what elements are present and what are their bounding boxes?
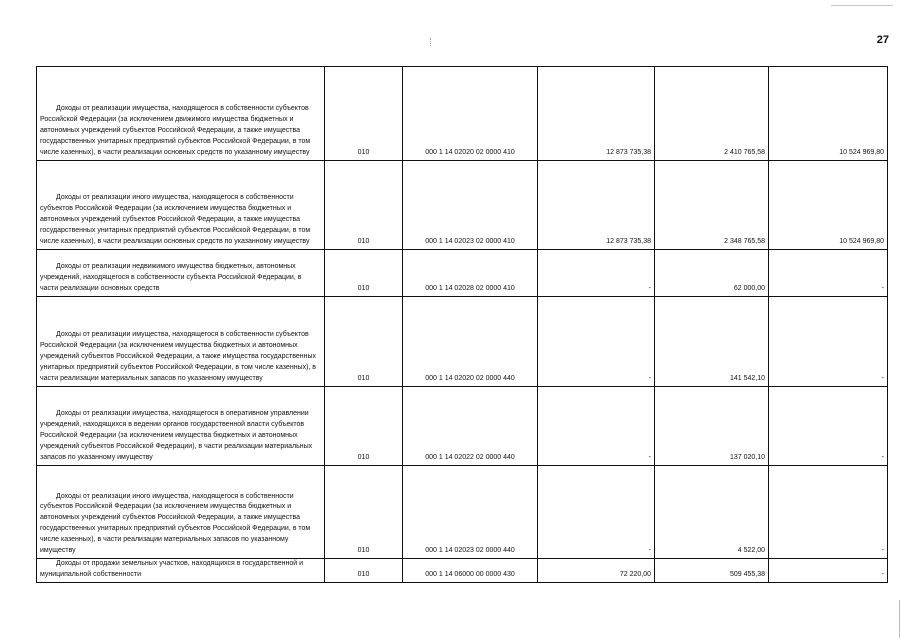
line-code-cell: 010 bbox=[325, 387, 403, 466]
income-description: Доходы от реализации имущества, находящегося в оперативном управлении учреждений, находящихся в ведении органов государственной власти субъектов Российской Федерации (за исключением имущества бюджетных и автономных учреждений субъектов Российской Федерации), в части реализации материальных запасов по указанному имуществу bbox=[40, 410, 313, 462]
unexecuted-amount-cell: - bbox=[769, 466, 888, 559]
approved-amount-cell: - bbox=[538, 466, 655, 559]
executed-amount-cell: 2 348 765,58 bbox=[655, 161, 769, 250]
income-description: Доходы от реализации имущества, находящегося в собственности субъектов Российской Федерации (за исключением имущества бюджетных и автономных учреждений субъектов Российской Федерации, а также имущества государственных унитарных предприятий субъектов Российской Федерации, в том числе казенных), в части реализации материальных запасов по указанному имуществу bbox=[40, 331, 317, 383]
approved-amount-cell: 12 873 735,38 bbox=[538, 161, 655, 250]
scan-artifact-edge bbox=[899, 600, 901, 638]
budget-classification-code-cell: 000 1 14 02023 02 0000 410 bbox=[403, 161, 538, 250]
unexecuted-amount-cell: - bbox=[769, 387, 888, 466]
line-code-cell: 010 bbox=[325, 250, 403, 297]
income-description-cell bbox=[37, 559, 325, 583]
table-row bbox=[37, 161, 888, 250]
table-row bbox=[37, 559, 888, 583]
income-report-table bbox=[36, 66, 888, 583]
budget-classification-code-cell: 000 1 14 02022 02 0000 440 bbox=[403, 387, 538, 466]
table-row bbox=[37, 67, 888, 161]
approved-amount-cell: - bbox=[538, 250, 655, 297]
table-row bbox=[37, 387, 888, 466]
approved-amount-cell: - bbox=[538, 387, 655, 466]
scan-artifact-line bbox=[831, 5, 893, 7]
income-description-cell bbox=[37, 466, 325, 559]
line-code-cell: 010 bbox=[325, 466, 403, 559]
executed-amount-cell: 137 020,10 bbox=[655, 387, 769, 466]
income-description-cell bbox=[37, 297, 325, 387]
income-description-cell bbox=[37, 161, 325, 250]
income-description: Доходы от реализации недвижимого имущества бюджетных, автономных учреждений, находящегося в собственности субъекта Российской Федерации, в части реализации основных средств bbox=[40, 263, 302, 293]
line-code-cell: 010 bbox=[325, 67, 403, 161]
unexecuted-amount-cell: - bbox=[769, 559, 888, 583]
income-description: Доходы от реализации иного имущества, находящегося в собственности субъектов Российской Федерации (за исключением имущества бюджетных и автономных учреждений субъектов Российской Федерации, а также имущества государственных унитарных предприятий субъектов Российской Федерации, в том числе казенных), в части реализации материальных запасов по указанному имуществу bbox=[40, 492, 311, 555]
approved-amount-cell: 72 220,00 bbox=[538, 559, 655, 583]
income-description-cell bbox=[37, 387, 325, 466]
budget-classification-code-cell: 000 1 14 02020 02 0000 410 bbox=[403, 67, 538, 161]
executed-amount-cell: 4 522,00 bbox=[655, 466, 769, 559]
unexecuted-amount-cell: - bbox=[769, 250, 888, 297]
page-number: 27 bbox=[876, 34, 889, 46]
budget-classification-code-cell: 000 1 14 02020 02 0000 440 bbox=[403, 297, 538, 387]
income-description: Доходы от продажи земельных участков, находящихся в государственной и муниципальной собственности bbox=[40, 560, 303, 578]
unexecuted-amount-cell: 10 524 969,80 bbox=[769, 161, 888, 250]
line-code-cell: 010 bbox=[325, 559, 403, 583]
income-description-cell bbox=[37, 250, 325, 297]
table-row bbox=[37, 250, 888, 297]
budget-classification-code-cell: 000 1 14 06000 00 0000 430 bbox=[403, 559, 538, 583]
unexecuted-amount-cell: 10 524 969,80 bbox=[769, 67, 888, 161]
executed-amount-cell: 509 455,38 bbox=[655, 559, 769, 583]
income-description: Доходы от реализации имущества, находящегося в собственности субъектов Российской Федерации (за исключением движимого имущества бюджетных и автономных учреждений субъектов Российской Федерации, а также имущества государственных унитарных предприятий субъектов Российской Федерации, в том числе казенных), в части реализации основных средств по указанному имуществу bbox=[40, 105, 311, 157]
approved-amount-cell: 12 873 735,38 bbox=[538, 67, 655, 161]
table-row bbox=[37, 297, 888, 387]
line-code-cell: 010 bbox=[325, 297, 403, 387]
scan-artifact-dot bbox=[430, 38, 432, 46]
executed-amount-cell: 141 542,10 bbox=[655, 297, 769, 387]
budget-classification-code-cell: 000 1 14 02023 02 0000 440 bbox=[403, 466, 538, 559]
approved-amount-cell: - bbox=[538, 297, 655, 387]
line-code-cell: 010 bbox=[325, 161, 403, 250]
unexecuted-amount-cell: - bbox=[769, 297, 888, 387]
budget-classification-code-cell: 000 1 14 02028 02 0000 410 bbox=[403, 250, 538, 297]
table-row bbox=[37, 466, 888, 559]
income-description: Доходы от реализации иного имущества, находящегося в собственности субъектов Российской Федерации (за исключением имущества бюджетных и автономных учреждений субъектов Российской Федерации, а также имущества государственных унитарных предприятий субъектов Российской Федерации, в том числе казенных), в части реализации основных средств по указанному имуществу bbox=[40, 194, 311, 246]
income-description-cell bbox=[37, 67, 325, 161]
executed-amount-cell: 2 410 765,58 bbox=[655, 67, 769, 161]
executed-amount-cell: 62 000,00 bbox=[655, 250, 769, 297]
